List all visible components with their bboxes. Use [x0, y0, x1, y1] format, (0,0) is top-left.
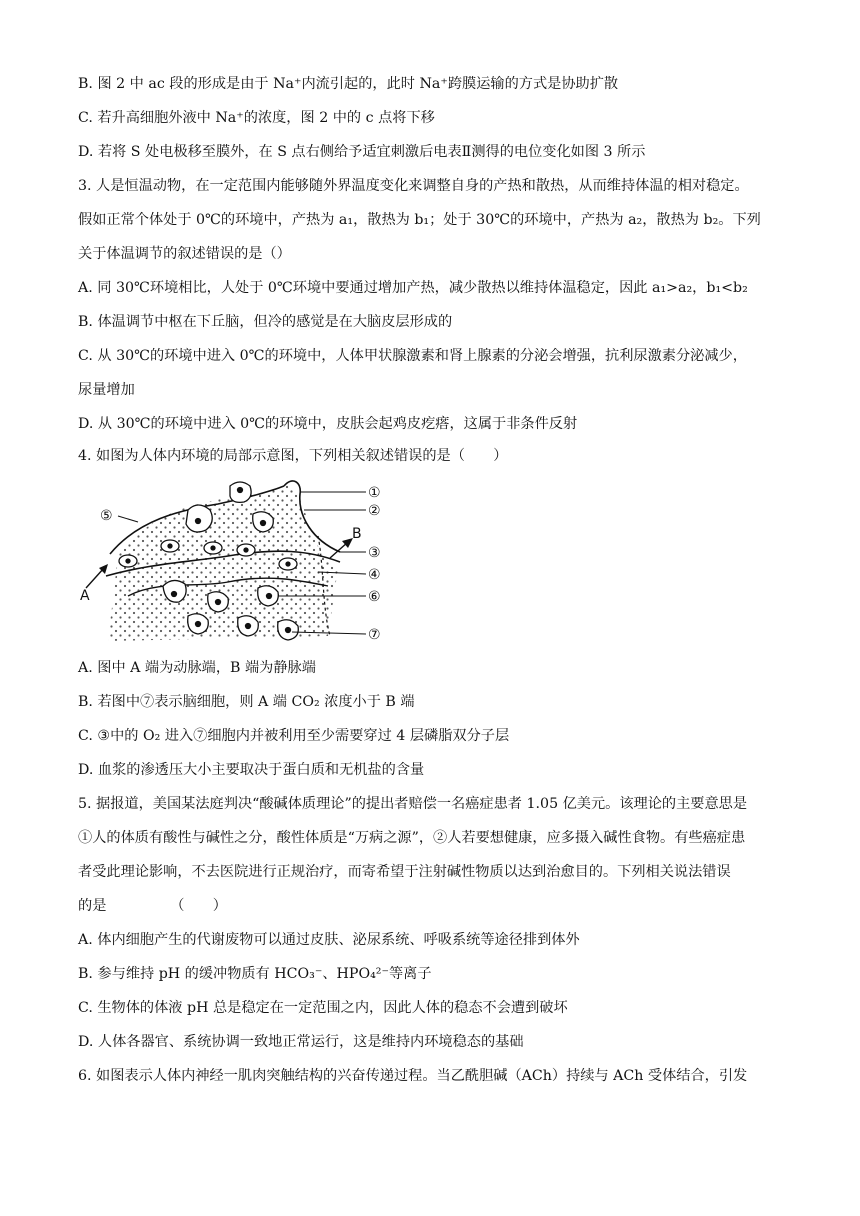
q6-stem-line1: 6. 如图表示人体内神经一肌肉突触结构的兴奋传递过程。当乙酰胆碱（ACh）持续与 ACh 受体结合，引发: [78, 1068, 748, 1084]
q5-stem-line4: 的是 （ ）: [78, 898, 227, 914]
label-a: A: [80, 588, 90, 604]
label-4: ④: [368, 567, 381, 583]
q5-option-c: C. 生物体的体液 pH 总是稳定在一定范围之内，因此人体的稳态不会遭到破坏: [78, 1000, 568, 1016]
tissue-fluid-region: [108, 484, 338, 641]
q3-option-d: D. 从 30℃的环境中进入 0℃的环境中，皮肤会起鸡皮疙瘩，这属于非条件反射: [78, 416, 578, 432]
q4-option-c: C. ③中的 O₂ 进入⑦细胞内并被利用至少需要穿过 4 层磷脂双分子层: [78, 728, 510, 744]
internal-environment-diagram: [78, 476, 390, 652]
q3-stem-line2: 假如正常个体处于 0℃的环境中，产热为 a₁，散热为 b₁；处于 30℃的环境中，产热为 a₂，散热为 b₂。下列: [78, 212, 761, 228]
q2-option-d: D. 若将 S 处电极移至膜外，在 S 点右侧给予适宜刺激后电表Ⅱ测得的电位变化如图 3 所示: [78, 144, 646, 160]
q5-stem-line3: 者受此理论影响，不去医院进行正规治疗，而寄希望于注射碱性物质以达到治愈目的。下列相关说法错误: [78, 864, 731, 880]
arrow-a: [86, 568, 104, 588]
label-1: ①: [368, 485, 381, 501]
q4-option-a: A. 图中 A 端为动脉端，B 端为静脉端: [78, 660, 316, 676]
q5-option-b: B. 参与维持 pH 的缓冲物质有 HCO₃⁻、HPO₄²⁻等离子: [78, 966, 432, 982]
q5-stem-line2: ①人的体质有酸性与碱性之分，酸性体质是“万病之源”，②人若要想健康，应多摄入碱性食物。有些癌症患: [78, 830, 746, 846]
q5-option-d: D. 人体各器官、系统协调一致地正常运行，这是维持内环境稳态的基础: [78, 1034, 524, 1050]
q4-option-b: B. 若图中⑦表示脑细胞，则 A 端 CO₂ 浓度小于 B 端: [78, 694, 415, 710]
q3-option-a: A. 同 30℃环境相比，人处于 0℃环境中要通过增加产热，减少散热以维持体温稳定，因此 a₁>a₂，b₁<b₂: [78, 280, 748, 296]
q2-option-b: B. 图 2 中 ac 段的形成是由于 Na⁺内流引起的，此时 Na⁺跨膜运输的方式是协助扩散: [78, 76, 619, 92]
label-6: ⑥: [368, 589, 381, 605]
label-7: ⑦: [368, 627, 381, 643]
label-5: ⑤: [100, 508, 113, 524]
q2-option-c: C. 若升高细胞外液中 Na⁺的浓度，图 2 中的 c 点将下移: [78, 110, 435, 126]
q4-stem: 4. 如图为人体内环境的局部示意图，下列相关叙述错误的是（ ）: [78, 448, 508, 464]
label-b: B: [352, 526, 362, 542]
label-3: ③: [368, 545, 381, 561]
q3-option-c-line1: C. 从 30℃的环境中进入 0℃的环境中，人体甲状腺激素和肾上腺素的分泌会增强，抗利尿激素分泌减少，: [78, 348, 747, 364]
q5-stem-line1: 5. 据报道，美国某法庭判决“酸碱体质理论”的提出者赔偿一名癌症患者 1.05 亿美元。该理论的主要意思是: [78, 796, 748, 812]
q5-option-a: A. 体内细胞产生的代谢废物可以通过皮肤、泌尿系统、呼吸系统等途径排到体外: [78, 932, 580, 948]
label-2: ②: [368, 503, 381, 519]
q3-stem-line3: 关于体温调节的叙述错误的是（）: [78, 246, 291, 262]
q3-stem-line1: 3. 人是恒温动物，在一定范围内能够随外界温度变化来调整自身的产热和散热，从而维持体温的相对稳定。: [78, 178, 749, 194]
q4-option-d: D. 血浆的渗透压大小主要取决于蛋白质和无机盐的含量: [78, 762, 425, 778]
q3-option-b: B. 体温调节中枢在下丘脑，但冷的感觉是在大脑皮层形成的: [78, 314, 453, 330]
q3-option-c-line2: 尿量增加: [78, 382, 135, 398]
